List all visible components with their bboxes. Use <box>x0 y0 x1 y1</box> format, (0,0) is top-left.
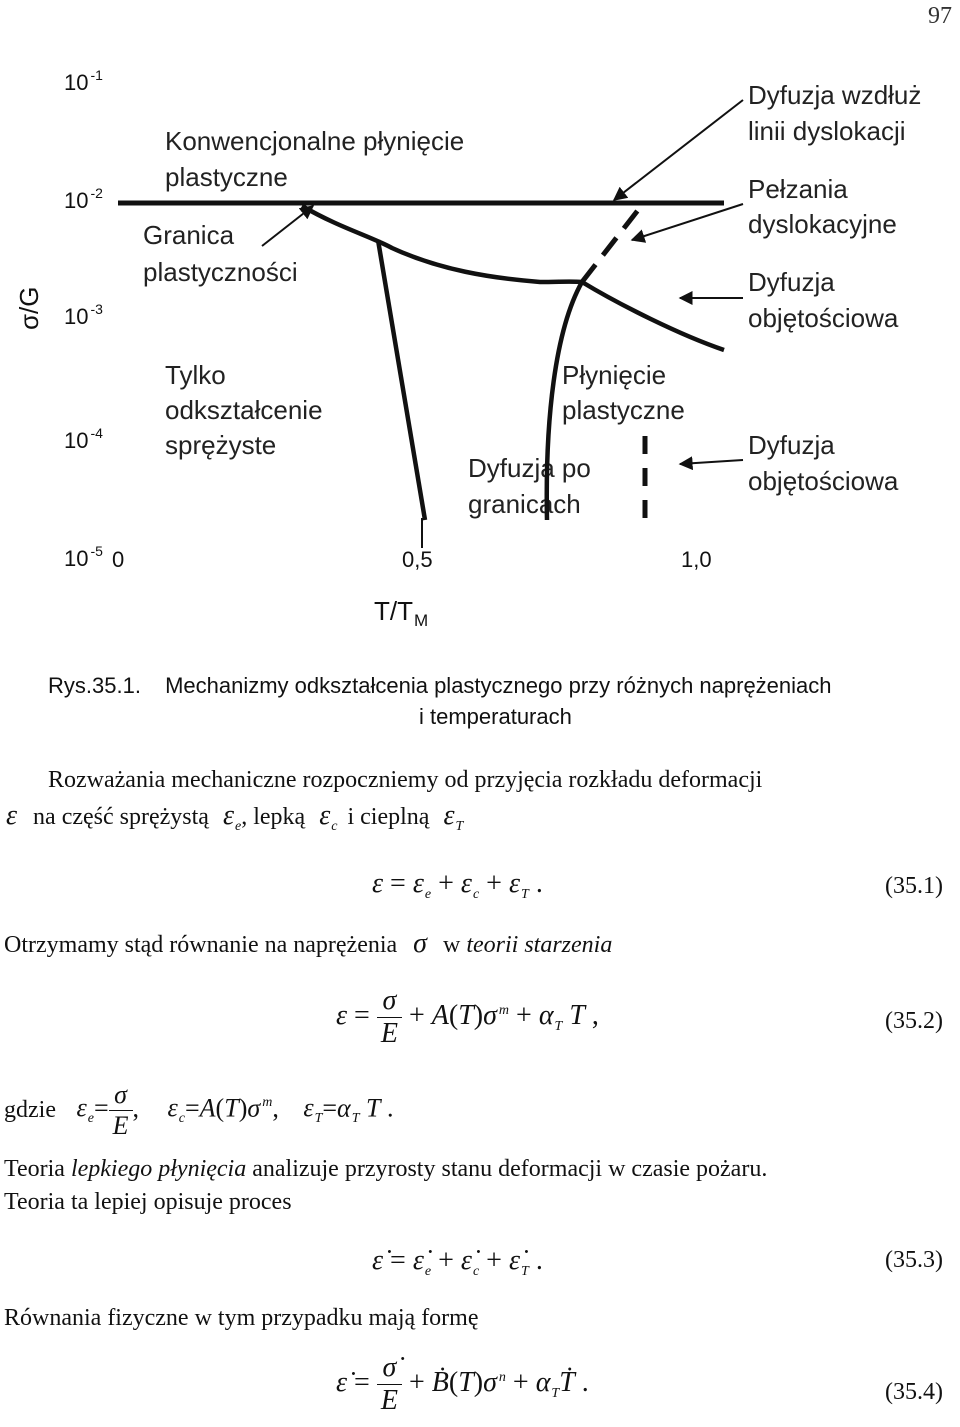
caption-line2: i temperaturach <box>419 704 572 729</box>
arrow-yield <box>262 206 313 246</box>
label-plastic-flow-line2: plastyczne <box>562 395 685 425</box>
equation-number-35-2: (35.2) <box>885 1008 943 1034</box>
label-pipe-diffusion-line2: linii dyslokacji <box>748 116 906 146</box>
label-elastic-line1: Tylko <box>165 360 226 390</box>
arrow-volume-2 <box>680 460 743 464</box>
y-tick-5: 10 $^{-5}$ <box>64 543 103 571</box>
label-volume-diffusion-1-line2: objętościowa <box>748 303 899 333</box>
arrow-pipe-diffusion <box>614 100 743 200</box>
y-axis-label: σ/G <box>14 286 44 330</box>
boundary-elastic <box>378 240 425 520</box>
y-tick-3: 10 $^{-3}$ <box>64 301 103 329</box>
boundary-creep-dashed <box>582 205 642 282</box>
caption-label: Rys.35.1. <box>48 673 141 698</box>
label-gb-diffusion-line1: Dyfuzja po <box>468 453 591 483</box>
y-tick-4: 10 $^{-4}$ <box>64 425 103 453</box>
boundary-yield-curve <box>302 206 582 282</box>
label-creep-line2: dyslokacyjne <box>748 209 897 239</box>
y-tick-1: 10 $^{-1}$ <box>64 67 103 95</box>
diagram-lines <box>0 0 960 640</box>
para2: Otrzymamy stąd równanie na naprężenia σ w teorii starzenia <box>4 928 613 959</box>
label-elastic-line2: odkształcenie <box>165 395 323 425</box>
label-yield-line2: plastyczności <box>143 257 298 287</box>
label-conventional-line2: plastyczne <box>165 162 288 192</box>
para3-line1: Teoria lepkiego płynięcia analizuje przyrosty stanu deformacji w czasie pożaru. <box>4 1156 768 1182</box>
label-volume-diffusion-2-line1: Dyfuzja <box>748 430 835 460</box>
arrow-creep <box>632 204 743 240</box>
x-tick-10: 1,0 <box>681 547 712 572</box>
label-volume-diffusion-1-line1: Dyfuzja <box>748 267 835 297</box>
boundary-creep-volume <box>582 282 724 350</box>
equation-number-35-3: (35.3) <box>885 1247 943 1273</box>
label-yield-line1: Granica <box>143 220 235 250</box>
x-tick-0: 0 <box>112 547 125 572</box>
label-volume-diffusion-2-line2: objętościowa <box>748 466 899 496</box>
label-plastic-flow-line1: Płynięcie <box>562 360 667 390</box>
equation-35-4: ε̇ = $\frac{\sigmȧ}{E}$ + Ḃ(T)σ $^n + \alpha_TṪ$ . <box>336 1352 589 1416</box>
where-definitions: gdzie $\varepsilon_e=$ $\frac{\sigma}{E}$ , $\varepsilon_c=A(T)\sigma$ $^m$, $\varepsilon_T=\alpha_T$ T . <box>4 1080 394 1140</box>
label-gb-diffusion-line2: granicach <box>468 489 581 519</box>
page-number: 97 <box>928 3 952 29</box>
label-creep-line1: Pełzania <box>748 174 848 204</box>
label-conventional-line1: Konwencjonalne płynięcie <box>165 126 465 156</box>
equation-number-35-4: (35.4) <box>885 1379 943 1405</box>
equation-35-3: ε̇ = $\varepsiloṅ_e$ + $\varepsiloṅ_c$ + $\varepsiloṅ_T$ . <box>372 1245 543 1279</box>
para1-line1: Rozważania mechaniczne rozpoczniemy od przyjęcia rozkładu deformacji <box>48 767 763 793</box>
para1-line2: ε na część sprężystą $\varepsilon_e$, lepką $\varepsilon_c$ i cieplną $\varepsilon_T$ <box>6 800 464 834</box>
equation-number-35-1: (35.1) <box>885 873 943 899</box>
label-pipe-diffusion-line1: Dyfuzja wzdłuż <box>748 80 922 110</box>
para4: Równania fizyczne w tym przypadku mają formę <box>4 1305 479 1331</box>
y-tick-2: 10 $^{-2}$ <box>64 185 103 213</box>
figure-caption <box>48 673 832 699</box>
x-tick-05: 0,5 <box>402 547 433 572</box>
para3-line2: Teoria ta lepiej opisuje proces <box>4 1189 292 1215</box>
caption-line1: Mechanizmy odkształcenia plastycznego przy różnych naprężeniach <box>165 673 832 698</box>
label-elastic-line3: sprężyste <box>165 430 277 460</box>
x-axis-label: $T/T_M$ <box>374 596 429 630</box>
equation-35-2: ε = $\frac{\sigma}{E}$ + A(T)σ $^m + \alpha_T$ T , <box>336 985 599 1049</box>
equation-35-1: $\varepsilon = \varepsilon_e + \varepsilon_c + \varepsilon_T$ . <box>372 868 543 902</box>
boundary-gb-diffusion <box>547 282 582 520</box>
